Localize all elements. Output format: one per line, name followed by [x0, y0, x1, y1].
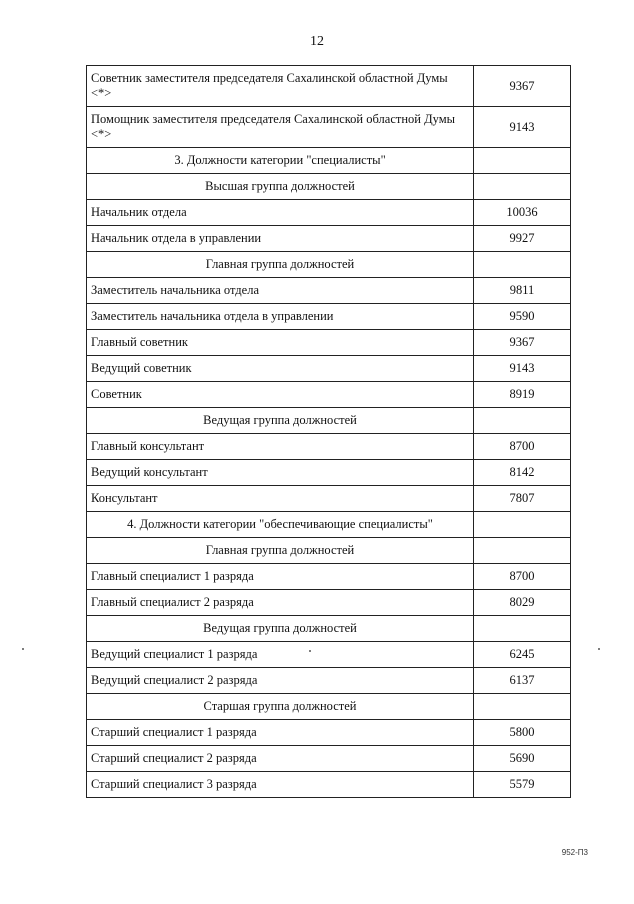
- group-title: Ведущая группа должностей: [87, 408, 474, 434]
- table-row: [87, 590, 571, 616]
- salary-value: 5690: [474, 746, 571, 772]
- table-row: [87, 66, 571, 107]
- position-title: Старший специалист 2 разряда: [87, 746, 474, 772]
- table-row: [87, 200, 571, 226]
- position-title: Начальник отдела в управлении: [87, 226, 474, 252]
- salary-value: 9367: [474, 66, 571, 107]
- table-row: [87, 226, 571, 252]
- page-number: 12: [310, 34, 324, 49]
- position-title: Ведущий советник: [87, 356, 474, 382]
- position-title: Заместитель начальника отдела в управлении: [87, 304, 474, 330]
- table-body: [87, 66, 571, 798]
- salary-value: 6245: [474, 642, 571, 668]
- position-title: Старший специалист 1 разряда: [87, 720, 474, 746]
- salary-value: 8919: [474, 382, 571, 408]
- salary-value: [474, 616, 571, 642]
- group-header-row: [87, 694, 571, 720]
- section-title: 3. Должности категории "специалисты": [87, 148, 474, 174]
- group-header-row: [87, 252, 571, 278]
- salary-value: [474, 694, 571, 720]
- scan-speck: [22, 648, 24, 650]
- table-row: [87, 434, 571, 460]
- position-title: Старший специалист 3 разряда: [87, 772, 474, 798]
- table-row: [87, 564, 571, 590]
- salary-value: [474, 408, 571, 434]
- group-title: Главная группа должностей: [87, 252, 474, 278]
- position-title: Заместитель начальника отдела: [87, 278, 474, 304]
- salary-value: 5800: [474, 720, 571, 746]
- scan-speck: [309, 650, 311, 652]
- position-title: Главный консультант: [87, 434, 474, 460]
- group-title: Ведущая группа должностей: [87, 616, 474, 642]
- table-row: [87, 746, 571, 772]
- table-row: [87, 330, 571, 356]
- salary-value: 9811: [474, 278, 571, 304]
- position-title: Главный советник: [87, 330, 474, 356]
- table-row: [87, 668, 571, 694]
- position-title: Консультант: [87, 486, 474, 512]
- salary-value: 9367: [474, 330, 571, 356]
- position-title: Главный специалист 2 разряда: [87, 590, 474, 616]
- group-title: Высшая группа должностей: [87, 174, 474, 200]
- salary-value: 9927: [474, 226, 571, 252]
- group-header-row: [87, 408, 571, 434]
- table-row: [87, 772, 571, 798]
- salary-value: 9143: [474, 356, 571, 382]
- group-title: Старшая группа должностей: [87, 694, 474, 720]
- table-row: [87, 460, 571, 486]
- position-title: Советник заместителя председателя Сахалинской областной Думы <*>: [87, 66, 474, 107]
- salary-value: [474, 174, 571, 200]
- salary-value: 9143: [474, 107, 571, 148]
- section-title: 4. Должности категории "обеспечивающие специалисты": [87, 512, 474, 538]
- group-header-row: [87, 538, 571, 564]
- scan-speck: [598, 648, 600, 650]
- section-header-row: [87, 148, 571, 174]
- position-title: Помощник заместителя председателя Сахалинской областной Думы <*>: [87, 107, 474, 148]
- table-row: [87, 642, 571, 668]
- document-code: 952-П3: [561, 848, 588, 857]
- position-title: Главный специалист 1 разряда: [87, 564, 474, 590]
- table-row: [87, 304, 571, 330]
- group-header-row: [87, 616, 571, 642]
- salary-value: 8142: [474, 460, 571, 486]
- salary-value: 6137: [474, 668, 571, 694]
- position-title: Ведущий специалист 1 разряда: [87, 642, 474, 668]
- position-title: Советник: [87, 382, 474, 408]
- table-row: [87, 356, 571, 382]
- table-row: [87, 486, 571, 512]
- group-title: Главная группа должностей: [87, 538, 474, 564]
- table-row: [87, 720, 571, 746]
- table-row: [87, 278, 571, 304]
- position-title: Ведущий консультант: [87, 460, 474, 486]
- section-header-row: [87, 512, 571, 538]
- table-row: [87, 382, 571, 408]
- salary-value: 10036: [474, 200, 571, 226]
- position-title: Начальник отдела: [87, 200, 474, 226]
- salary-value: 8700: [474, 564, 571, 590]
- salary-value: [474, 512, 571, 538]
- group-header-row: [87, 174, 571, 200]
- salary-value: 8700: [474, 434, 571, 460]
- table-row: [87, 107, 571, 148]
- salary-value: 7807: [474, 486, 571, 512]
- salary-value: 9590: [474, 304, 571, 330]
- salary-value: [474, 252, 571, 278]
- salary-value: [474, 538, 571, 564]
- salary-value: 5579: [474, 772, 571, 798]
- position-title: Ведущий специалист 2 разряда: [87, 668, 474, 694]
- salary-value: [474, 148, 571, 174]
- salary-table: [86, 65, 571, 798]
- salary-value: 8029: [474, 590, 571, 616]
